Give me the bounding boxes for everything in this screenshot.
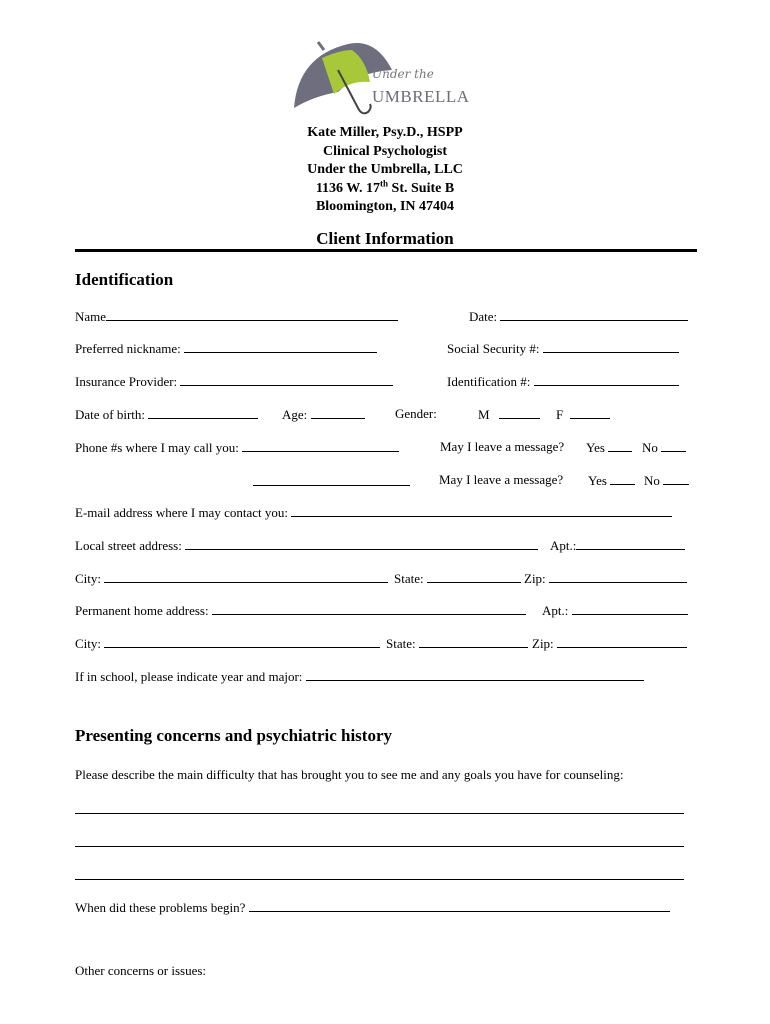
gender-label: Gender:: [395, 406, 437, 421]
practice-header: [0, 124, 770, 217]
local-zip-field[interactable]: Zip:: [524, 570, 687, 587]
document-title: Client Information: [316, 229, 454, 248]
presenting-heading: Presenting concerns and psychiatric history: [75, 726, 393, 745]
local-apt-field[interactable]: Apt.:: [550, 537, 685, 554]
message-question-2: May I leave a message?: [439, 472, 564, 487]
age-field[interactable]: Age:: [282, 406, 365, 423]
ssn-field[interactable]: Social Security #:: [447, 340, 679, 357]
logo-text-under: Under the: [372, 67, 434, 81]
message-yes-2[interactable]: Yes: [588, 472, 635, 489]
logo-text-umbrella: UMBRELLA: [372, 87, 470, 106]
title-rule: [75, 249, 697, 252]
id-number-field[interactable]: Identification #:: [447, 373, 679, 390]
message-no-2[interactable]: No: [644, 472, 689, 489]
gender-female-field[interactable]: F: [556, 406, 610, 423]
practitioner-role: Clinical Psychologist: [322, 143, 448, 159]
email-field[interactable]: E-mail address where I may contact you:: [75, 504, 672, 521]
describe-line-2[interactable]: [75, 846, 684, 847]
practice-city: Bloomington, IN 47404: [315, 199, 455, 214]
permanent-state-field[interactable]: State:: [386, 635, 528, 652]
dob-field[interactable]: Date of birth:: [75, 406, 258, 423]
identification-heading: Identification: [75, 270, 174, 289]
local-street-field[interactable]: Local street address:: [75, 537, 538, 554]
nickname-field[interactable]: Preferred nickname:: [75, 340, 377, 357]
umbrella-logo: [288, 36, 478, 124]
local-city-field[interactable]: City:: [75, 570, 388, 587]
permanent-city-field[interactable]: City:: [75, 635, 380, 652]
date-field[interactable]: Date:: [469, 308, 688, 325]
permanent-apt-field[interactable]: Apt.:: [542, 602, 688, 619]
permanent-address-field[interactable]: Permanent home address:: [75, 602, 526, 619]
message-no-1[interactable]: No: [642, 439, 686, 456]
problems-begin-field[interactable]: When did these problems begin?: [75, 899, 670, 916]
insurance-field[interactable]: Insurance Provider:: [75, 373, 393, 390]
name-field[interactable]: Name: [75, 308, 398, 325]
describe-line-1[interactable]: [75, 813, 684, 814]
phone-field-2[interactable]: [253, 485, 410, 486]
practice-company: Under the Umbrella, LLC: [307, 162, 463, 177]
other-concerns-label: Other concerns or issues:: [75, 963, 207, 978]
practitioner-name: Kate Miller, Psy.D., HSPP: [307, 125, 463, 140]
message-question-1: May I leave a message?: [440, 439, 565, 454]
gender-male-field[interactable]: M: [478, 406, 540, 423]
local-state-field[interactable]: State:: [394, 570, 521, 587]
permanent-zip-field[interactable]: Zip:: [532, 635, 687, 652]
practice-address: 1136 W. 17th St. Suite B: [315, 177, 455, 196]
message-yes-1[interactable]: Yes: [586, 439, 632, 456]
school-field[interactable]: If in school, please indicate year and major:: [75, 668, 644, 685]
describe-prompt: Please describe the main difficulty that has brought you to see me and any goals you have for counseling:: [75, 767, 624, 782]
describe-line-3[interactable]: [75, 879, 684, 880]
phone-field-1[interactable]: Phone #s where I may call you:: [75, 439, 399, 456]
